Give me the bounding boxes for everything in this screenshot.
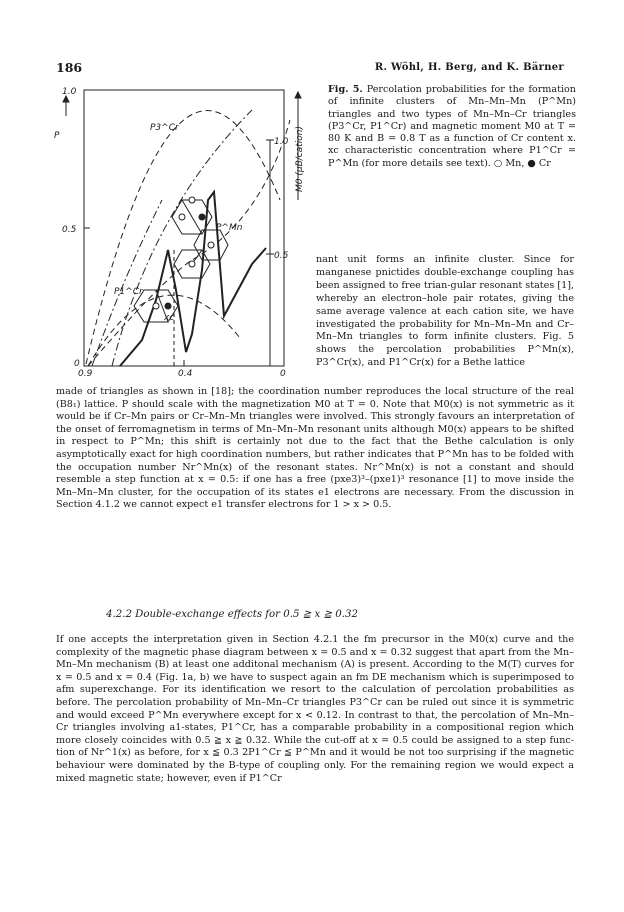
curve-p1cr — [88, 295, 240, 366]
right-tick-mid: 0.5 — [274, 251, 289, 261]
x-tick-right: 0 — [280, 369, 286, 379]
label-p3cr: P3^Cr — [150, 123, 179, 133]
caption-label: Fig. 5. — [328, 84, 363, 95]
caption-text: Percolation probabilities for the formation of infinite clusters of Mn–Mn–Mn (P^Mn) triangles and two types of Mn–Mn–Cr triangles (P3^Cr, P1^Cr) and magnetic moment M0 at T = 80 K and B = 0.8 T as a function of Cr content x. xc characteristic concentration where P1^Cr = P^Mn (for more details see text). ○ Mn, ● Cr — [328, 84, 576, 169]
paragraph-2: If one accepts the interpretation given in Section 4.2.1 the fm precursor in the M0(x) curve and the complexity of the magnetic phase diagram between x = 0.5 and x = 0.32 suggest that apart from the Mn–Mn–Mn mechanism (B) at least one additonal mechanism (A) is present. According to the M(T) curves for x = 0.5 and x = 0.4 (Fig. 1a, b) we have to suspect again an fm DE mechanism which is superimposed to afm superexchange. For its identification we resort to the calculation of percolation probabilities as before. The percolation probability of Mn–Mn–Cr triangles P3^Cr can be ruled out since it is symmetric and would exceed P^Mn everywhere except for x < 0.12. In contrast to that, the percolation of Mn–Mn–Cr triangles involving a1-states, P1^Cr, has a comparable probability in a compositional region which more closely coincides with 0.5 ≧ x ≧ 0.32. While the cut-off at x = 0.5 could be assigned to a step func-tion of Nr^1(x) as before, for x ≦ 0.3 2P1^Cr ≦ P^Mn and it would be not too surprising if the magnetic behaviour were dominated by the B-type of coupling only. For the remaining region we would expect a mixed magnetic state; however, even if P1^Cr — [56, 634, 574, 784]
x-tick-mid: 0.4 — [178, 369, 193, 379]
column-paragraph: nant unit forms an infinite cluster. Since for manganese pnictides double-exchange coupling has been assigned to free trian-gular resonant states [1], whereby an electron–hole pair rotates, giving the same average valence at each cation site, we have investigated the probability for Mn–Mn–Mn and Cr–Mn–Mn triangles to form infinite clusters. Fig. 5 shows the percolation probabilities P^Mn(x), P3^Cr(x), and P1^Cr(x) for a Bethe lattice — [316, 254, 574, 369]
section-heading: 4.2.2 Double-exchange effects for 0.5 ≧ x ≧ 0.32 — [106, 609, 358, 620]
right-axis-label: M0 (μB/cation) — [295, 125, 305, 192]
label-pmn: P^Mn — [216, 223, 243, 233]
y-tick-top: 1.0 — [62, 87, 77, 97]
running-header-authors: R. Wöhl, H. Berg, and K. Bärner — [374, 62, 564, 73]
label-p1cr: P1^Cr — [114, 287, 143, 297]
curve-p3cr — [86, 111, 280, 364]
figure-5 — [52, 80, 320, 380]
paragraph-1: made of triangles as shown in [18]; the coordination number reproduces the local structure of the real (B8₁) lattice. P should scale with the magnetization M0 at T = 0. Note that M0(x) is not symmetric as it would be if Cr–Mn pairs or Cr–Mn–Mn triangles were involved. This strongly favours an interpretation of the onset of ferromagnetism in terms of Mn–Mn–Mn resonant units although M0(x) appears to be shifted in respect to P^Mn; this shift is certainly not due to the fact that the Bethe calculation is only asymptotically exact for high coordination numbers, but rather indicates that P^Mn has to be folded with the occupation number Nr^Mn(x) of the resonant states. Nr^Mn(x) is not a constant and should resemble a step function at x = 0.5: if one has a free (pxe3)³–(pxe1)³ resonance [1] to move inside the Mn–Mn–Mn cluster, for the occupation of its states e1 electrons are necessary. From the discussion in Section 4.1.2 we cannot expect e1 transfer electrons for 1 > x > 0.5. — [56, 386, 574, 511]
page-number: 186 — [56, 60, 83, 75]
y-tick-bottom: 0 — [74, 359, 80, 369]
label-xc: xc — [164, 313, 175, 323]
plot-frame — [84, 90, 284, 366]
figure-caption — [328, 84, 576, 170]
y-tick-mid: 0.5 — [62, 225, 77, 235]
x-tick-left: 0.9 — [78, 369, 93, 379]
right-tick-top: 1.0 — [274, 137, 289, 147]
p-axis-label: P — [54, 131, 60, 141]
